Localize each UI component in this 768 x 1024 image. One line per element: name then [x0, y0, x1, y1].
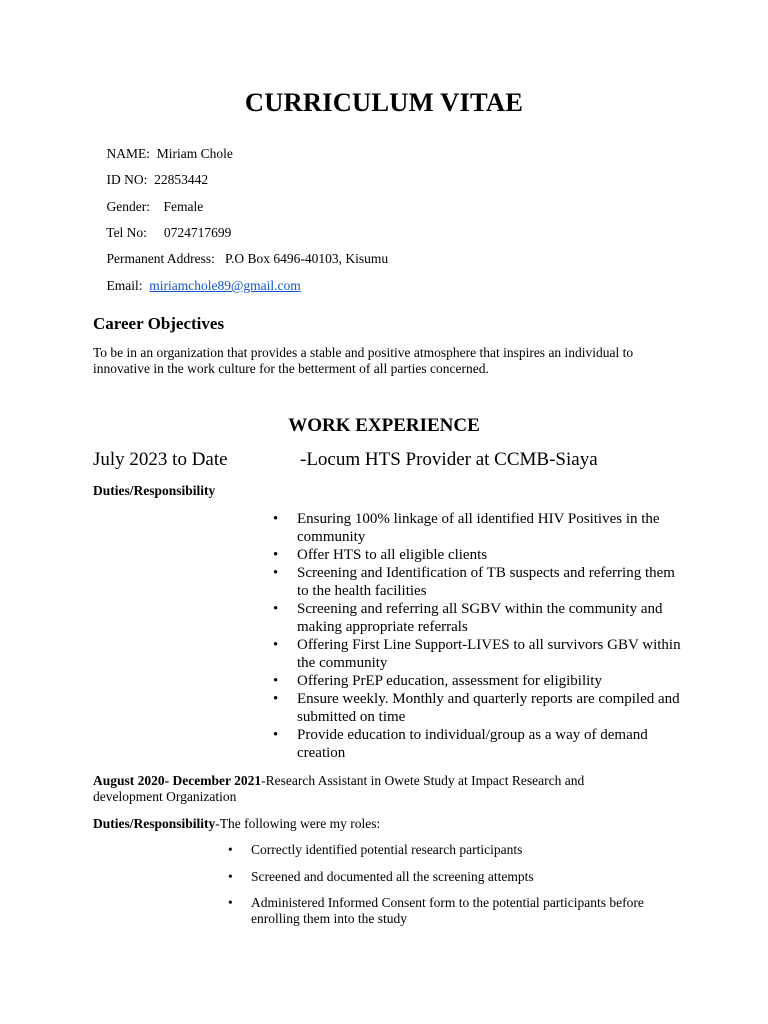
id-label: ID NO: [106, 172, 148, 187]
job2-duties-label: Duties/Responsibility [93, 816, 216, 831]
list-item: • Screening and Identification of TB suspects and referring them to the health facilities [297, 564, 687, 600]
career-objectives-heading: Career Objectives [93, 314, 225, 333]
job1-duties-label: Duties/Responsibility [93, 483, 216, 498]
gender-value: Female [163, 199, 204, 214]
job2-period: August 2020- December 2021 [93, 773, 262, 788]
work-experience-heading: WORK EXPERIENCE [288, 415, 480, 436]
list-item: • Administered Informed Consent form to the potential participants before enrolling them into the study [251, 895, 681, 927]
name-value: Miriam Chole [156, 146, 233, 161]
list-item: • Provide education to individual/group as a way of demand creation [297, 726, 687, 762]
id-value: 22853442 [154, 172, 209, 187]
email-link[interactable]: miriamchole89@gmail.com [149, 278, 301, 293]
list-item: • Offer HTS to all eligible clients [297, 546, 687, 564]
job1-period: July 2023 to Date [93, 449, 228, 470]
tel-value: 0724717699 [163, 225, 232, 240]
email-label: Email: [106, 278, 143, 293]
job2-duties-list [251, 842, 681, 938]
job2-duties-intro: -The following were my roles: [215, 816, 381, 831]
address-label: Permanent Address: [106, 251, 215, 266]
gender-label: Gender: [106, 199, 150, 214]
job2-title: -Research Assistant in Owete Study at Impact Research and development Organization [93, 773, 585, 804]
list-item: • Offering First Line Support-LIVES to all survivors GBV within the community [297, 636, 687, 672]
job2-duties-row [93, 816, 380, 832]
job2-line [93, 773, 653, 805]
job1-title: -Locum HTS Provider at CCMB-Siaya [300, 449, 598, 470]
list-item: • Screening and referring all SGBV within the community and making appropriate referrals [297, 600, 687, 636]
email-row [93, 262, 301, 310]
career-objectives-text: To be in an organization that provides a stable and positive atmosphere that inspires an individual to innovative in the work culture for the betterment of all parties concerned. [93, 345, 634, 376]
document-title: CURRICULUM VITAE [244, 87, 524, 117]
list-item: • Offering PrEP education, assessment for eligibility [297, 672, 687, 690]
list-item: • Ensure weekly. Monthly and quarterly reports are compiled and submitted on time [297, 690, 687, 726]
job1-duties-list [297, 510, 687, 762]
list-item: • Screened and documented all the screening attempts [251, 869, 681, 885]
address-value: P.O Box 6496-40103, Kisumu [224, 251, 389, 266]
tel-label: Tel No: [106, 225, 147, 240]
list-item: • Ensuring 100% linkage of all identified HIV Positives in the community [297, 510, 687, 546]
list-item: • Correctly identified potential research participants [251, 842, 681, 858]
name-label: NAME: [106, 146, 150, 161]
